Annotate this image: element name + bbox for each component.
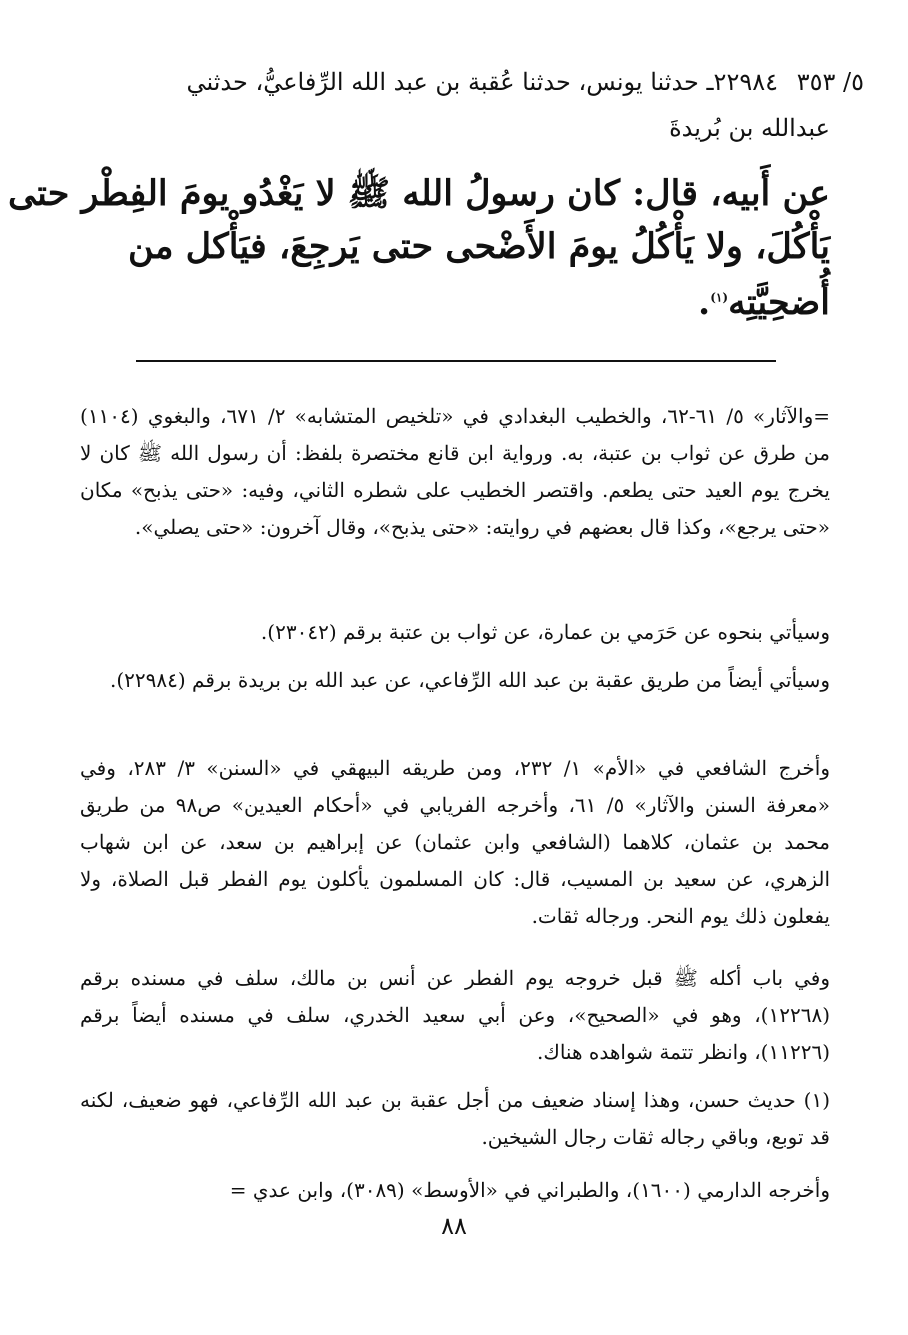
hadith-end-punctuation: . xyxy=(698,282,711,323)
hadith-isnad-line-2: عبدالله بن بُريدةَ xyxy=(669,114,830,142)
footnote-paragraph-1: =والآثار» ٥/ ٦١-٦٢، والخطيب البغدادي في «تلخيص المتشابه» ٢/ ٦٧١، والبغوي (١١٠٤) من طرق عن ثواب بن عتبة، به. ورواية ابن قانع مختصرة بلفظ: أن رسول الله ﷺ كان لا يخرج يوم العيد حتى يطعم. واقتصر الخطيب على شطره الثاني، وفيه: «حتى يذبح» مكان «حتى يرجع»، وكذا قال بعضهم في روايته: «حتى يذبح»، وقال آخرون: «حتى يصلي». xyxy=(80,404,830,539)
hadith-matn-line-2: يَأْكُلَ، ولا يَأْكُلُ يومَ الأَضْحى حتى يَرجِعَ، فيَأْكل من xyxy=(128,226,830,267)
footnote-paragraph-4: وأخرج الشافعي في «الأم» ١/ ٢٣٢، ومن طريقه البيهقي في «السنن» ٣/ ٢٨٣، وفي «معرفة السنن والآثار» ٥/ ٦١، وأخرجه الفريابي في «أحكام العيدين» ص٩٨ من طريق محمد بن عثمان، كلاهما (الشافعي وابن عثمان) عن إبراهيم بن سعد، عن ابن شهاب الزهري، عن سعيد بن المسيب، قال: كان المسلمون يأكلون يوم الفطر قبل الصلاة، ولا يفعلون ذلك يوم النحر. ورجاله ثقات. xyxy=(80,756,830,928)
footnote-paragraph-5: وفي باب أكله ﷺ قبل خروجه يوم الفطر عن أنس بن مالك، سلف في مسنده برقم (١٢٢٦٨)، وهو في «الصحيح»، وعن أبي سعيد الخدري، سلف في مسنده أيضاً برقم (١١٢٢٦)، وانظر تتمة شواهده هناك. xyxy=(80,966,830,1064)
page-number: ٨٨ xyxy=(441,1212,467,1240)
footnote-paragraph-7: وأخرجه الدارمي (١٦٠٠)، والطبراني في «الأوسط» (٣٠٨٩)، وابن عدي = xyxy=(229,1178,830,1202)
footnote-paragraph-6: (١) حديث حسن، وهذا إسناد ضعيف من أجل عقبة بن عبد الله الرِّفاعي، فهو ضعيف، لكنه قد توبع، وباقي رجاله ثقات رجال الشيخين. xyxy=(80,1088,830,1149)
hadith-isnad-line-1: ٢٢٩٨٤ـ حدثنا يونس، حدثنا عُقبة بن عبد الله الرِّفاعيُّ، حدثني xyxy=(186,68,778,96)
footnote-separator-rule xyxy=(136,360,776,362)
hadith-footnote-marker: (١) xyxy=(710,290,729,305)
footnote-paragraph-2: وسيأتي بنحوه عن حَرَمي بن عمارة، عن ثواب بن عتبة برقم (٢٣٠٤٢). xyxy=(260,620,830,644)
footnote-paragraph-3: وسيأتي أيضاً من طريق عقبة بن عبد الله الرِّفاعي، عن عبد الله بن بريدة برقم (٢٢٩٨٤). xyxy=(109,668,830,692)
hadith-matn-final-word: أُضحِيَّتِه xyxy=(728,282,830,323)
volume-page-reference: ٥/ ٣٥٣ xyxy=(796,68,864,96)
hadith-matn-line-3 xyxy=(698,282,830,323)
hadith-matn-line-1: عن أَبيه، قال: كان رسولُ الله ﷺ لا يَغْدُو يومَ الفِطْر حتى xyxy=(7,173,830,214)
